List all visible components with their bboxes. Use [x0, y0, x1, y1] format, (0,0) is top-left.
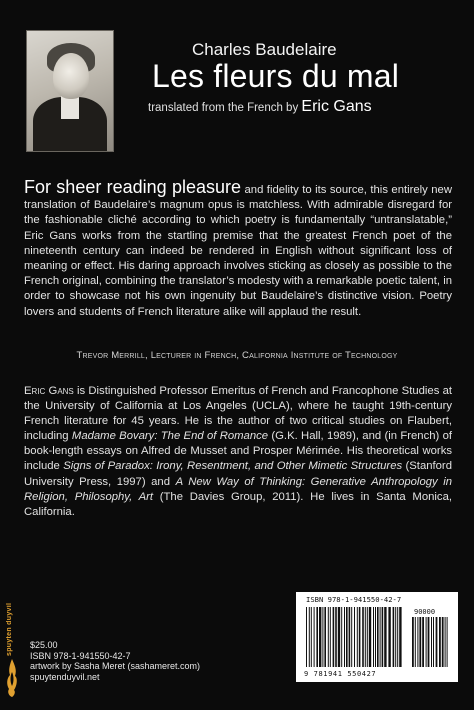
book-title: Les fleurs du mal [152, 58, 400, 94]
author-name: Charles Baudelaire [192, 40, 337, 59]
barcode-price-code: 90000 [414, 608, 436, 616]
translated-by-text: translated from the French by [148, 102, 299, 114]
blurb-body: and fidelity to its source, this entirely new translation of Baudelaire’s magnum opus is matchless. With admirable disregard for the fashionable cliché according to which poetry is fundamentally “untranslatable,” Eric Gans works from the startling premise that the greatest French poet of the nineteenth century can indeed be rendered in English without significant loss of meaning or effect. His daring approach involves sticking as closely as possible to the French original, combining the translator’s modesty with a remarkable poetic talent, in order to showcase not his own ingenuity but Baudelaire’s distinctive vision. Poetry lovers and students of French literature alike will applaud the result. [24, 184, 453, 318]
barcode-isbn: ISBN 978-1-941550-42-7 [306, 595, 402, 604]
publisher-logo-text: spuyten duyvil [6, 602, 13, 656]
bio-book-2: Signs of Paradox: Irony, Resentment, and Other Mimetic Structures [63, 460, 403, 473]
review-blurb [24, 177, 453, 320]
author-portrait [26, 30, 114, 152]
translator-bio [24, 384, 452, 520]
bio-book-1: Madame Bovary: The End of Romance [71, 430, 269, 443]
bio-name: Eric Gans [24, 385, 74, 397]
translator-line [148, 98, 372, 116]
price-text: $25.00 [30, 640, 58, 650]
barcode-digits: 9 781941 550427 [304, 670, 377, 678]
bio-text-2: (G.K. Hall, 1989), and (in French) of book-length essays on Alfred de Musset and Prosper Mérimée. His theoretical works include [24, 430, 452, 473]
publisher-website: spuytenduyvil.net [30, 671, 100, 682]
isbn-text: ISBN 978-1-941550-42-7 [30, 650, 131, 661]
barcode-bars [304, 605, 450, 669]
artwork-credit: artwork by Sasha Meret (sashameret.com) [30, 661, 201, 671]
bio-text-4: (The Davies Group, 2011). He lives in Santa Monica, California. [24, 490, 452, 518]
back-cover-info [30, 640, 200, 682]
blurb-attribution: Trevor Merrill, Lecturer in French, California Institute of Technology [76, 350, 398, 361]
flame-icon [6, 658, 18, 698]
bio-text-1: is Distinguished Professor Emeritus of French and Francophone Studies at the University of California at Los Angeles (UCLA), where he taught 19th-century French literature for 45 years. He is the author of two critical studies on Flaubert, including [24, 385, 453, 443]
blurb-lead: For sheer reading pleasure [24, 177, 242, 197]
barcode [296, 592, 458, 682]
bio-book-3: A New Way of Thinking: Generative Anthropology in Religion, Philosophy, Art [24, 475, 452, 503]
translator-name: Eric Gans [301, 98, 372, 115]
bio-text-3: (Stanford University Press, 1997) and [24, 460, 452, 488]
